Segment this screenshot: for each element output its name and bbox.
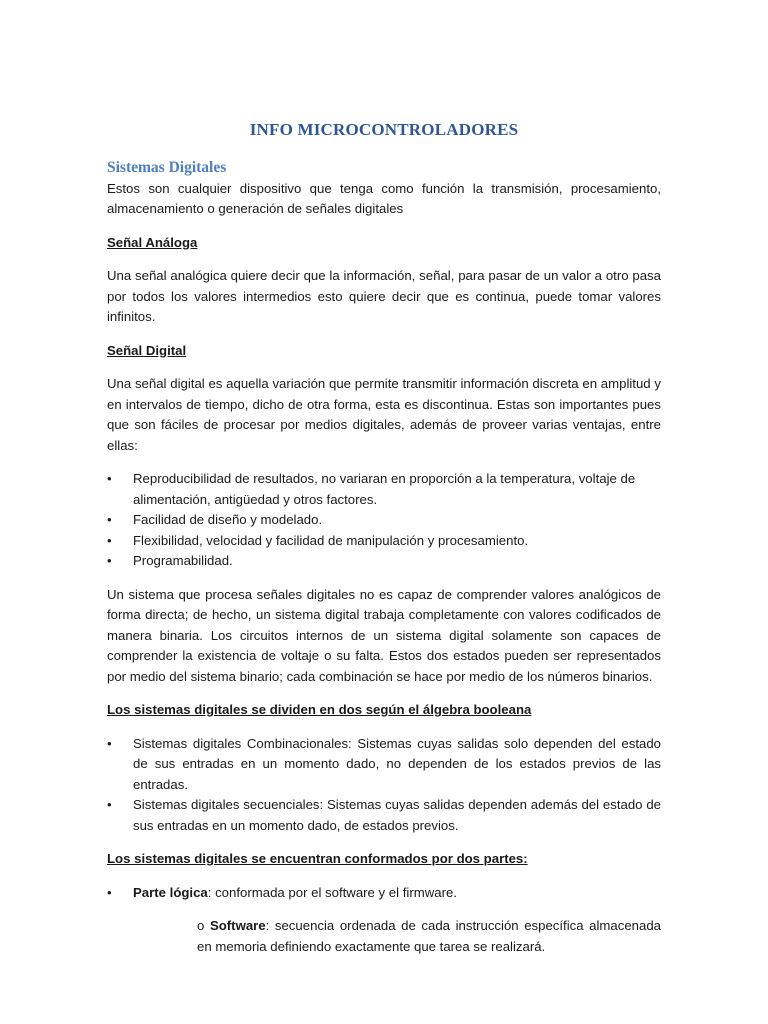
- bullet-icon: •: [107, 797, 112, 812]
- list-item: [107, 551, 661, 572]
- list-item: [107, 734, 661, 796]
- system-paragraph: Un sistema que procesa señales digitales no es capaz de comprender valores analógicos de forma directa; de hecho, un sistema digital trabaja completamente con valores codificados de manera binaria. Los circuitos internos de un sistema digital solamente son capaces de comprender la existencia de voltaje o su falta. Estos dos estados pueden ser representados por medio del sistema binario; cada combinación se hace por medio de los números binarios.: [107, 586, 661, 684]
- logic-label: Parte lógica: [133, 884, 208, 900]
- list-item: [107, 531, 661, 552]
- section-heading-sistemas-digitales: Sistemas Digitales: [107, 158, 227, 176]
- software-text: : secuencia ordenada de cada instrucción específica almacenada en memoria definiendo exactamente que tarea se realizará.: [197, 918, 662, 954]
- bullet-icon: •: [107, 471, 112, 486]
- advantages-list: [107, 469, 661, 572]
- list-item-text: Sistemas digitales secuenciales: Sistemas cuyas salidas dependen además del estado de sus entradas en un momento dado, de estados previos.: [133, 797, 661, 833]
- heading-division: Los sistemas digitales se dividen en dos según el álgebra booleana: [107, 702, 532, 717]
- analog-paragraph: Una señal analógica quiere decir que la información, señal, para pasar de un valor a otro pasa por todos los valores intermedios esto quiere decir que es continua, puede tomar valores infinitos.: [107, 268, 661, 324]
- heading-parts: Los sistemas digitales se encuentran conformados por dos partes:: [107, 851, 528, 866]
- list-item: [107, 795, 661, 836]
- bullet-icon: •: [107, 532, 112, 548]
- bullet-icon: •: [107, 735, 112, 751]
- software-item: [107, 916, 661, 957]
- software-line: [152, 916, 661, 957]
- bullet-icon: •: [107, 553, 112, 568]
- digital-paragraph: Una señal digital es aquella variación que permite transmitir información discreta en amplitud y en intervalos de tiempo, dicho de otra forma, esta es discontinua. Estas son importantes pues que son fáciles de procesar por medios digitales, además de proveer varias ventajas, entre ellas:: [107, 376, 661, 453]
- list-item-text: Programabilidad.: [133, 553, 233, 568]
- logic-text: : conformada por el software y el firmware.: [207, 884, 457, 900]
- list-item-text: Facilidad de diseño y modelado.: [133, 512, 323, 527]
- list-item: [107, 510, 661, 531]
- list-item: [107, 469, 661, 510]
- list-item-text: Sistemas digitales Combinacionales: Sistemas cuyas salidas solo dependen del estado de sus entradas en un momento dado, no dependen de los estados previos de las entradas.: [133, 735, 661, 792]
- software-label: Software: [209, 918, 266, 933]
- division-list: [107, 734, 661, 837]
- heading-senal-digital: Señal Digital: [107, 342, 187, 358]
- bullet-icon: •: [107, 884, 112, 900]
- bullet-icon: •: [107, 512, 112, 527]
- list-item-text: Reproducibilidad de resultados, no variaran en proporción a la temperatura, voltaje de alimentación, antigüedad y otros factores.: [133, 471, 636, 507]
- document-title: INFO MICROCONTROLADORES: [249, 120, 519, 139]
- parts-list: [107, 883, 661, 904]
- circle-bullet-icon: o: [197, 918, 205, 933]
- heading-senal-analoga: Señal Análoga: [107, 234, 198, 250]
- list-item-text: Flexibilidad, velocidad y facilidad de manipulación y procesamiento.: [133, 532, 529, 548]
- intro-paragraph: Estos son cualquier dispositivo que tenga como función la transmisión, procesamiento, almacenamiento o generación de señales digitales: [107, 180, 661, 216]
- list-item: [107, 883, 661, 904]
